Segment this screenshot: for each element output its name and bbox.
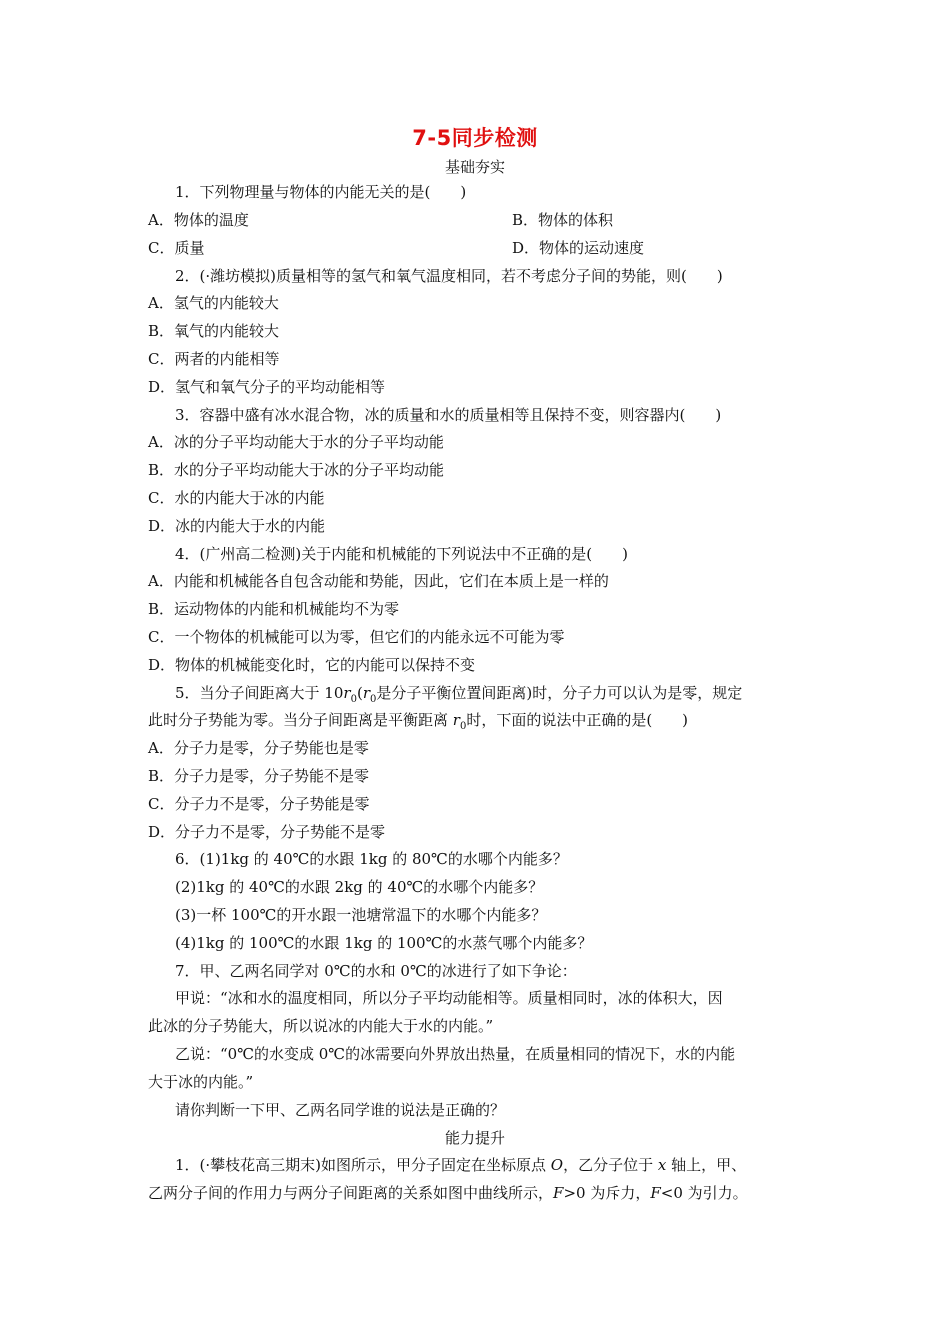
q7-stem: 7．甲、乙两名同学对 0℃的水和 0℃的冰进行了如下争论： bbox=[175, 962, 577, 980]
adv-q1-line2 bbox=[148, 1183, 748, 1203]
q5-option-d: D．分子力不是零，分子势能不是零 bbox=[148, 823, 386, 841]
r0-subscript: 0 bbox=[369, 694, 377, 705]
adv-q1-l2-pre: 乙两分子间的作用力与两分子间距离的关系如图中曲线所示， bbox=[148, 1184, 554, 1202]
q3-option-b: B．水的分子平均动能大于冰的分子平均动能 bbox=[148, 461, 445, 479]
force-symbol: F bbox=[553, 1184, 564, 1202]
q1-option-b: B．物体的体积 bbox=[512, 211, 614, 229]
adv-q1-l2-post: <0 为引力。 bbox=[660, 1184, 748, 1202]
q5-stem-line2 bbox=[148, 710, 688, 737]
q3-option-d: D．冰的内能大于水的内能 bbox=[148, 517, 326, 535]
q3-stem: 3．容器中盛有冰水混合物，冰的质量和水的质量相等且保持不变，则容器内( ) bbox=[175, 406, 722, 424]
origin-symbol: O bbox=[550, 1156, 564, 1174]
q3-option-c: C．水的内能大于冰的内能 bbox=[148, 489, 325, 507]
adv-q1-l1-pre: 1．(·攀枝花高三期末)如图所示，甲分子固定在坐标原点 bbox=[175, 1156, 551, 1174]
q4-option-a: A．内能和机械能各自包含动能和势能，因此，它们在本质上是一样的 bbox=[148, 572, 609, 590]
q6-part1: 6．(1)1kg 的 40℃的水跟 1kg 的 80℃的水哪个内能多？ bbox=[175, 850, 568, 868]
q3-option-a: A．冰的分子平均动能大于水的分子平均动能 bbox=[148, 433, 444, 451]
q6-part2: (2)1kg 的 40℃的水跟 2kg 的 40℃的水哪个内能多？ bbox=[175, 878, 544, 896]
q7-yi-line2: 大于冰的内能。” bbox=[148, 1073, 254, 1091]
r0-subscript: 0 bbox=[350, 694, 357, 705]
q7-yi-line1: 乙说：“0℃的水变成 0℃的冰需要向外界放出热量，在质量相同的情况下，水的内能 bbox=[175, 1045, 736, 1063]
q4-option-c: C．一个物体的机械能可以为零，但它们的内能永远不可能为零 bbox=[148, 628, 565, 646]
adv-q1-l1-mid: ，乙分子位于 bbox=[563, 1156, 658, 1174]
force-symbol: F bbox=[650, 1184, 661, 1202]
q5-line2-post: 时，下面的说法中正确的是( ) bbox=[466, 711, 689, 729]
q2-option-d: D．氢气和氧气分子的平均动能相等 bbox=[148, 378, 386, 396]
q4-stem: 4．(广州高二检测)关于内能和机械能的下列说法中不正确的是( ) bbox=[175, 545, 628, 563]
q5-line2-pre: 此时分子势能为零。当分子间距离是平衡距离 bbox=[148, 711, 453, 729]
q6-part4: (4)1kg 的 100℃的水跟 1kg 的 100℃的水蒸气哪个内能多？ bbox=[175, 934, 593, 952]
adv-q1-l1-post: 轴上，甲、 bbox=[666, 1156, 747, 1174]
q5-option-c: C．分子力不是零，分子势能是零 bbox=[148, 795, 370, 813]
q1-option-a: A．物体的温度 bbox=[148, 211, 249, 229]
q4-option-d: D．物体的机械能变化时，它的内能可以保持不变 bbox=[148, 656, 476, 674]
q7-jia-line1: 甲说：“冰和水的温度相同，所以分子平均动能相等。质量相同时，冰的体积大，因 bbox=[175, 989, 723, 1007]
r0-symbol: r bbox=[362, 684, 370, 702]
q2-stem: 2．(·潍坊模拟)质量相等的氢气和氧气温度相同，若不考虑分子间的势能，则( ) bbox=[175, 267, 723, 285]
q2-option-a: A．氢气的内能较大 bbox=[148, 294, 279, 312]
page-title: 7-5同步检测 bbox=[412, 126, 538, 150]
section-heading-advanced: 能力提升 bbox=[444, 1129, 505, 1147]
r0-symbol: r bbox=[343, 684, 351, 702]
q5-option-b: B．分子力是零，分子势能不是零 bbox=[148, 767, 370, 785]
x-axis-symbol: x bbox=[657, 1156, 667, 1174]
adv-q1-l2-mid: >0 为斥力， bbox=[563, 1184, 651, 1202]
q4-option-b: B．运动物体的内能和机械能均不为零 bbox=[148, 600, 400, 618]
q6-part3: (3)一杯 100℃的开水跟一池塘常温下的水哪个内能多？ bbox=[175, 906, 547, 924]
q5-line1-mid: ( bbox=[356, 684, 363, 702]
q5-option-a: A．分子力是零，分子势能也是零 bbox=[148, 739, 369, 757]
q1-option-c: C．质量 bbox=[148, 239, 205, 257]
r0-symbol: r bbox=[452, 711, 460, 729]
q1-stem: 1．下列物理量与物体的内能无关的是( ) bbox=[175, 183, 467, 201]
adv-q1-line1 bbox=[175, 1155, 746, 1175]
section-heading-basic: 基础夯实 bbox=[444, 158, 505, 176]
r0-subscript: 0 bbox=[459, 721, 467, 732]
q7-question: 请你判断一下甲、乙两名同学谁的说法是正确的？ bbox=[175, 1101, 506, 1119]
q5-line1-post: 是分子平衡位置间距离)时，分子力可以认为是零，规定 bbox=[376, 684, 743, 702]
q5-line1-pre: 5．当分子间距离大于 10 bbox=[175, 684, 344, 702]
q2-option-c: C．两者的内能相等 bbox=[148, 350, 280, 368]
q5-stem-line1 bbox=[175, 683, 742, 710]
q1-option-d: D．物体的运动速度 bbox=[512, 239, 645, 257]
q7-jia-line2: 此冰的分子势能大，所以说冰的内能大于水的内能。” bbox=[148, 1017, 494, 1035]
q2-option-b: B．氧气的内能较大 bbox=[148, 322, 280, 340]
